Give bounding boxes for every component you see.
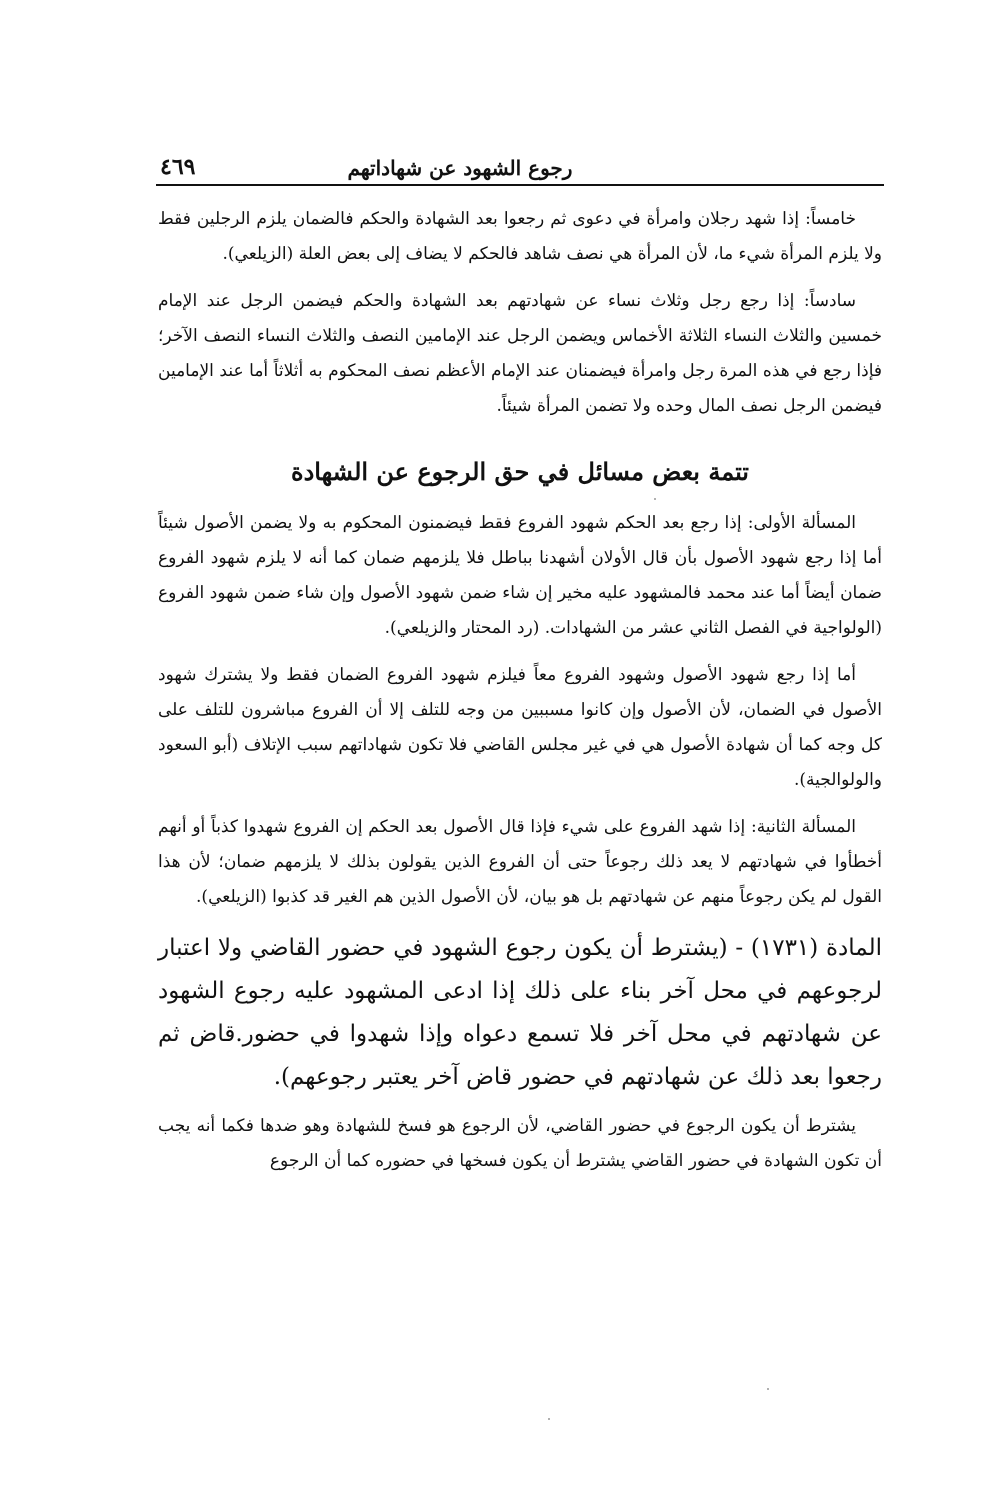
page-header	[156, 150, 884, 186]
paper-speck	[767, 1388, 769, 1390]
page-number: ٤٦٩	[160, 154, 196, 180]
article-1731: المادة (١٧٣١) - (يشترط أن يكون رجوع الشهود في حضور القاضي ولا اعتبار لرجوعهم في محل آخر بناء على ذلك إذا ادعى المشهود عليه رجوع الشهود عن شهادتهم في محل آخر فلا تسمع دعواه وإذا شهدوا في حضور.قاض ثم رجعوا بعد ذلك عن شهادتهم في حضور قاض آخر يعتبر رجوعهم).	[158, 935, 882, 1090]
section-heading: تتمة بعض مسائل في حق الرجوع عن الشهادة	[291, 457, 749, 486]
page-body	[158, 202, 882, 1191]
issue-second: المسألة الثانية: إذا شهد الفروع على شيء فإذا قال الأصول بعد الحكم إن الفروع شهدوا كذباً أو أنهم أخطأوا في شهادتهم لا يعد ذلك رجوعاً حتى أن الفروع الذين يقولون بذلك لا يلزمهم ضمان؛ لأن هذا القول لم يكن رجوعاً منهم عن شهادتهم بل هو بيان، لأن الأصول الذين هم الغير قد كذبوا (الزيلعي).	[158, 817, 882, 907]
paper-speck	[654, 498, 656, 500]
article-commentary: يشترط أن يكون الرجوع في حضور القاضي، لأن الرجوع هو فسخ للشهادة وهو ضدها فكما أنه يجب أن تكون الشهادة في حضور القاضي يشترط أن يكون فسخها في حضوره كما أن الرجوع	[158, 1116, 882, 1171]
paragraph-fifth: خامساً: إذا شهد رجلان وامرأة في دعوى ثم رجعوا بعد الشهادة والحكم فالضمان يلزم الرجلين فقط ولا يلزم المرأة شيء ما، لأن المرأة هي نصف شاهد فالحكم لا يضاف إلى بعض العلة (الزيلعي).	[158, 209, 882, 264]
running-title: رجوع الشهود عن شهاداتهم	[347, 156, 573, 180]
issue-first-continued: أما إذا رجع شهود الأصول وشهود الفروع معاً فيلزم شهود الفروع الضمان فقط ولا يشترك شهود الأصول في الضمان، لأن الأصول وإن كانوا مسببين من وجه للتلف إلا أن الفروع مباشرون للتلف على كل وجه كما أن شهادة الأصول هي في غير مجلس القاضي فلا تكون شهاداتهم سبب الإتلاف (أبو السعود والولوالجية).	[158, 665, 882, 790]
paragraph-sixth: سادساً: إذا رجع رجل وثلاث نساء عن شهادتهم بعد الشهادة والحكم فيضمن الرجل عند الإمام خمسين والثلاث النساء الثلاثة الأخماس ويضمن الرجل عند الإمامين النصف والثلاث النساء النصف الآخر؛ فإذا رجع في هذه المرة رجل وامرأة فيضمنان عند الإمام الأعظم نصف المحكوم به أثلاثاً أما عند الإمامين فيضمن الرجل نصف المال وحده ولا تضمن المرأة شيئاً.	[158, 291, 882, 416]
issue-first: المسألة الأولى: إذا رجع بعد الحكم شهود الفروع فقط فيضمنون المحكوم به ولا يضمن الأصول شيئاً أما إذا رجع شهود الأصول بأن قال الأولان أشهدنا بباطل فلا يلزمهم ضمان كما أنه لا يلزم شهود الفروع ضمان أيضاً أما عند محمد فالمشهود عليه مخير إن شاء ضمن شهود الأصول وإن شاء ضمن شهود الفروع (الولواجية في الفصل الثاني عشر من الشهادات. (رد المحتار والزيلعي).	[158, 513, 882, 638]
paper-speck	[548, 1418, 550, 1420]
